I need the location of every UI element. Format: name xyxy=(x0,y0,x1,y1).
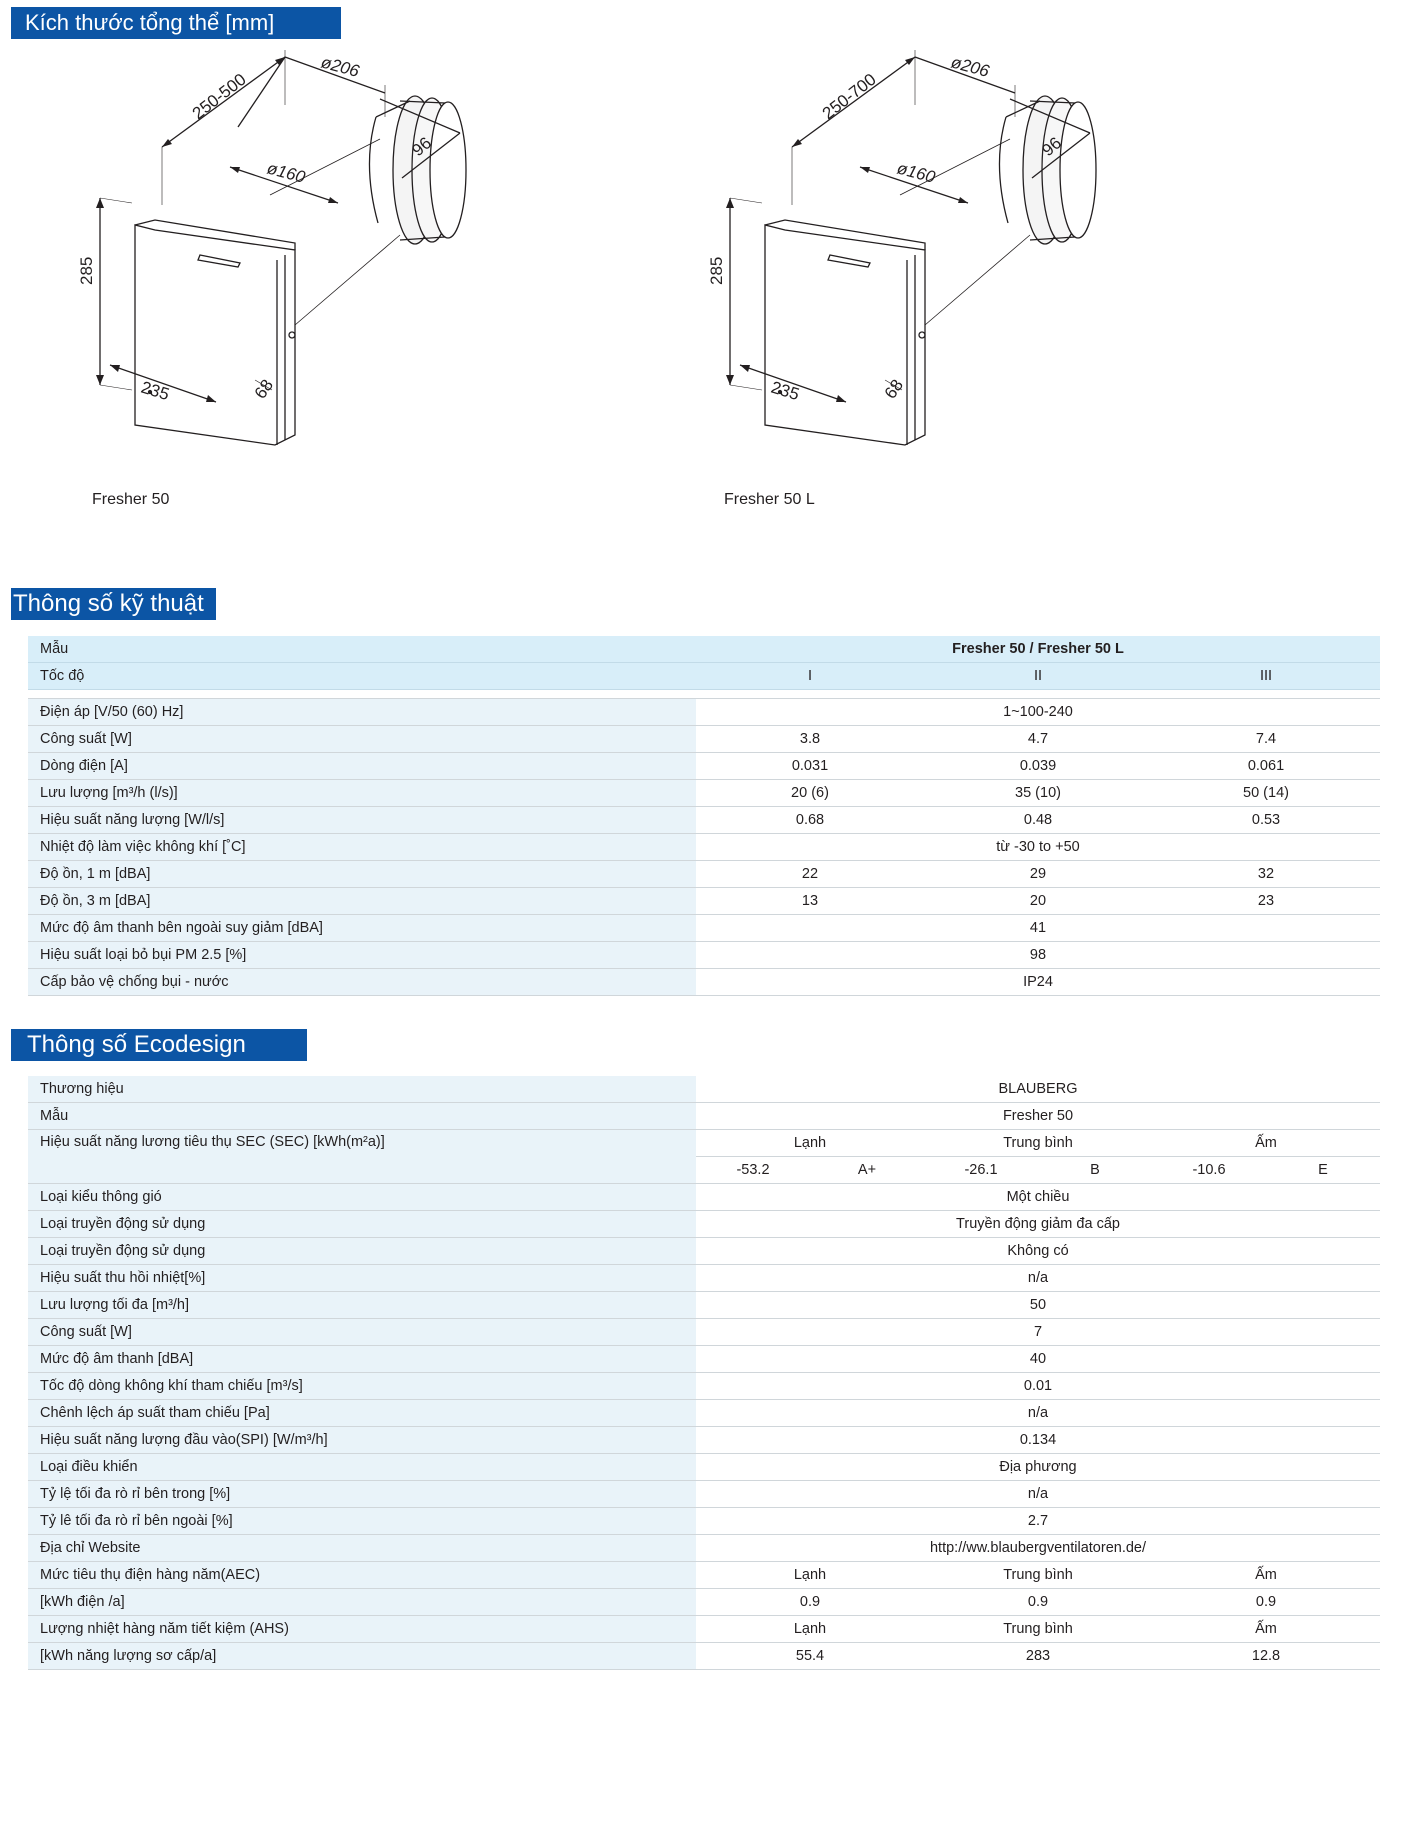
eco-model-value: Fresher 50 xyxy=(696,1103,1380,1130)
eco-value: n/a xyxy=(696,1265,1380,1292)
height-dimension-label: 285 xyxy=(77,256,96,285)
thickness-dimension-label: 68 xyxy=(880,375,908,403)
aec-header: Trung bình xyxy=(924,1562,1152,1589)
table-row xyxy=(28,1454,1380,1481)
spec-value: 20 xyxy=(924,888,1152,915)
sec-climate-header: Ấm xyxy=(1152,1130,1380,1157)
spec-value: 4.7 xyxy=(924,726,1152,753)
spec-value: từ -30 to +50 xyxy=(696,834,1380,861)
eco-value: 50 xyxy=(696,1292,1380,1319)
sec-label: Hiệu suất năng lương tiêu thụ SEC (SEC) [kWh(m²a)] xyxy=(28,1130,696,1184)
table-row xyxy=(28,1616,1380,1643)
aec-value: 0.9 xyxy=(696,1589,924,1616)
table-row xyxy=(28,1292,1380,1319)
sec-value: -26.1 xyxy=(924,1157,1038,1184)
spec-value: 23 xyxy=(1152,888,1380,915)
table-row xyxy=(28,699,1380,726)
spec-label: Nhiệt độ làm việc không khí [˚C] xyxy=(28,834,696,861)
aec-header: Lạnh xyxy=(696,1562,924,1589)
fresher-50-l-caption: Fresher 50 L xyxy=(724,491,815,508)
aec-value: 0.9 xyxy=(1152,1589,1380,1616)
model-label: Mẫu xyxy=(28,636,696,663)
spec-value: 20 (6) xyxy=(696,780,924,807)
sec-climate-header: Trung bình xyxy=(924,1130,1152,1157)
spec-value: 0.031 xyxy=(696,753,924,780)
ahs-unit-label: [kWh năng lượng sơ cấp/a] xyxy=(28,1643,696,1670)
eco-label: Loại điều khiển xyxy=(28,1454,696,1481)
spec-value: 0.061 xyxy=(1152,753,1380,780)
table-row xyxy=(28,1373,1380,1400)
spec-label: Công suất [W] xyxy=(28,726,696,753)
eco-value: 7 xyxy=(696,1319,1380,1346)
eco-label: Chênh lệch áp suất tham chiếu [Pa] xyxy=(28,1400,696,1427)
spec-label: Độ ồn, 3 m [dBA] xyxy=(28,888,696,915)
spec-value: 29 xyxy=(924,861,1152,888)
aec-header: Ấm xyxy=(1152,1562,1380,1589)
spec-label: Lưu lượng [m³/h (l/s)] xyxy=(28,780,696,807)
eco-label: Địa chỉ Website xyxy=(28,1535,696,1562)
inner-diameter-label: ø160 xyxy=(894,158,938,187)
table-row xyxy=(28,1535,1380,1562)
ahs-value: 12.8 xyxy=(1152,1643,1380,1670)
technical-specs-table xyxy=(28,636,1380,996)
length-dimension-label: 250-500 xyxy=(188,69,250,124)
table-row xyxy=(28,1562,1380,1589)
table-row xyxy=(28,888,1380,915)
spec-value: IP24 xyxy=(696,969,1380,996)
eco-value: Truyền động giảm đa cấp xyxy=(696,1211,1380,1238)
spec-value: 32 xyxy=(1152,861,1380,888)
table-row xyxy=(28,807,1380,834)
table-row xyxy=(28,1481,1380,1508)
table-row xyxy=(28,1238,1380,1265)
table-row xyxy=(28,1103,1380,1130)
eco-value: 0.01 xyxy=(696,1373,1380,1400)
ahs-value: 55.4 xyxy=(696,1643,924,1670)
inner-diameter-label: ø160 xyxy=(264,158,308,187)
aec-value: 0.9 xyxy=(924,1589,1152,1616)
spec-label: Điện áp [V/50 (60) Hz] xyxy=(28,699,696,726)
ahs-header: Ấm xyxy=(1152,1616,1380,1643)
ecodesign-table xyxy=(28,1076,1380,1670)
spec-value: 0.039 xyxy=(924,753,1152,780)
table-row xyxy=(28,1265,1380,1292)
spec-value: 41 xyxy=(696,915,1380,942)
aec-label: Mức tiêu thụ điện hàng năm(AEC) xyxy=(28,1562,696,1589)
length-dimension-label: 250-700 xyxy=(818,69,880,124)
depth-dimension-label: 96 xyxy=(408,133,436,161)
eco-label: Lưu lượng tối đa [m³/h] xyxy=(28,1292,696,1319)
spec-label: Độ ồn, 1 m [dBA] xyxy=(28,861,696,888)
eco-value: http://ww.blaubergventilatoren.de/ xyxy=(696,1535,1380,1562)
speed-label: Tốc độ xyxy=(28,663,696,690)
sec-class: E xyxy=(1266,1157,1380,1184)
spec-value: 22 xyxy=(696,861,924,888)
table-row xyxy=(28,861,1380,888)
eco-value: n/a xyxy=(696,1400,1380,1427)
eco-label: Tỷ lệ tối đa rò rỉ bên trong [%] xyxy=(28,1481,696,1508)
table-row xyxy=(28,834,1380,861)
depth-dimension-label: 96 xyxy=(1038,133,1066,161)
table-row xyxy=(28,1400,1380,1427)
spec-value: 13 xyxy=(696,888,924,915)
table-row xyxy=(28,1427,1380,1454)
eco-model-label: Mẫu xyxy=(28,1103,696,1130)
spec-label: Hiệu suất năng lượng [W/l/s] xyxy=(28,807,696,834)
brand-value: BLAUBERG xyxy=(696,1076,1380,1103)
spec-value: 3.8 xyxy=(696,726,924,753)
eco-label: Loại truyền động sử dụng xyxy=(28,1211,696,1238)
eco-value: n/a xyxy=(696,1481,1380,1508)
table-row xyxy=(28,1346,1380,1373)
eco-value: 2.7 xyxy=(696,1508,1380,1535)
ahs-value: 283 xyxy=(924,1643,1152,1670)
table-row xyxy=(28,1184,1380,1211)
aec-unit-label: [kWh điện /a] xyxy=(28,1589,696,1616)
table-row xyxy=(28,663,1380,690)
fresher-50-caption: Fresher 50 xyxy=(92,491,170,508)
table-row xyxy=(28,726,1380,753)
dimensions-section-title: Kích thước tổng thể [mm] xyxy=(11,7,341,39)
sec-value: -53.2 xyxy=(696,1157,810,1184)
table-row xyxy=(28,753,1380,780)
sec-class: B xyxy=(1038,1157,1152,1184)
table-row xyxy=(28,1211,1380,1238)
spec-label: Dòng điện [A] xyxy=(28,753,696,780)
spec-value: 50 (14) xyxy=(1152,780,1380,807)
table-row xyxy=(28,1130,1380,1157)
table-row xyxy=(28,1076,1380,1103)
spec-label: Mức độ âm thanh bên ngoài suy giảm [dBA] xyxy=(28,915,696,942)
spec-label: Hiệu suất loại bỏ bụi PM 2.5 [%] xyxy=(28,942,696,969)
ahs-label: Lượng nhiệt hàng năm tiết kiệm (AHS) xyxy=(28,1616,696,1643)
ahs-header: Lạnh xyxy=(696,1616,924,1643)
spec-value: 1~100-240 xyxy=(696,699,1380,726)
spec-value: 35 (10) xyxy=(924,780,1152,807)
table-row xyxy=(28,1589,1380,1616)
table-row xyxy=(28,1643,1380,1670)
fresher-50-dimension-drawing xyxy=(77,45,580,485)
ahs-header: Trung bình xyxy=(924,1616,1152,1643)
table-row xyxy=(28,915,1380,942)
ecodesign-section-title: Thông số Ecodesign xyxy=(11,1029,307,1061)
eco-label: Loại truyền động sử dụng xyxy=(28,1238,696,1265)
spec-value: 0.53 xyxy=(1152,807,1380,834)
spec-value: 7.4 xyxy=(1152,726,1380,753)
technical-section-title: Thông số kỹ thuật xyxy=(11,588,216,620)
speed-header: I xyxy=(696,663,924,690)
eco-value: Một chiều xyxy=(696,1184,1380,1211)
eco-label: Hiệu suất năng lượng đầu vào(SPI) [W/m³/h] xyxy=(28,1427,696,1454)
table-row xyxy=(28,1508,1380,1535)
width-dimension-label: 235 xyxy=(138,377,172,405)
table-row xyxy=(28,636,1380,663)
height-dimension-label: 285 xyxy=(707,256,726,285)
eco-value: 0.134 xyxy=(696,1427,1380,1454)
spec-value: 0.68 xyxy=(696,807,924,834)
outer-diameter-label: ø206 xyxy=(318,52,362,81)
eco-label: Loại kiểu thông gió xyxy=(28,1184,696,1211)
speed-header: III xyxy=(1152,663,1380,690)
eco-value: Địa phương xyxy=(696,1454,1380,1481)
speed-header: II xyxy=(924,663,1152,690)
thickness-dimension-label: 68 xyxy=(250,375,278,403)
sec-value: -10.6 xyxy=(1152,1157,1266,1184)
outer-diameter-label: ø206 xyxy=(948,52,992,81)
eco-value: 40 xyxy=(696,1346,1380,1373)
spec-value: 98 xyxy=(696,942,1380,969)
eco-label: Mức độ âm thanh [dBA] xyxy=(28,1346,696,1373)
eco-label: Công suất [W] xyxy=(28,1319,696,1346)
width-dimension-label: 235 xyxy=(768,377,802,405)
eco-label: Tốc độ dòng không khí tham chiếu [m³/s] xyxy=(28,1373,696,1400)
table-row xyxy=(28,780,1380,807)
table-row xyxy=(28,942,1380,969)
sec-climate-header: Lạnh xyxy=(696,1130,924,1157)
table-row xyxy=(28,969,1380,996)
spec-label: Cấp bảo vệ chống bụi - nước xyxy=(28,969,696,996)
sec-class: A+ xyxy=(810,1157,924,1184)
table-row xyxy=(28,1319,1380,1346)
spec-value: 0.48 xyxy=(924,807,1152,834)
fresher-50-l-dimension-drawing xyxy=(707,45,1210,485)
model-value: Fresher 50 / Fresher 50 L xyxy=(696,636,1380,663)
brand-label: Thương hiệu xyxy=(28,1076,696,1103)
eco-label: Hiệu suất thu hồi nhiệt[%] xyxy=(28,1265,696,1292)
eco-label: Tỷ lê tối đa rò rỉ bên ngoài [%] xyxy=(28,1508,696,1535)
eco-value: Không có xyxy=(696,1238,1380,1265)
